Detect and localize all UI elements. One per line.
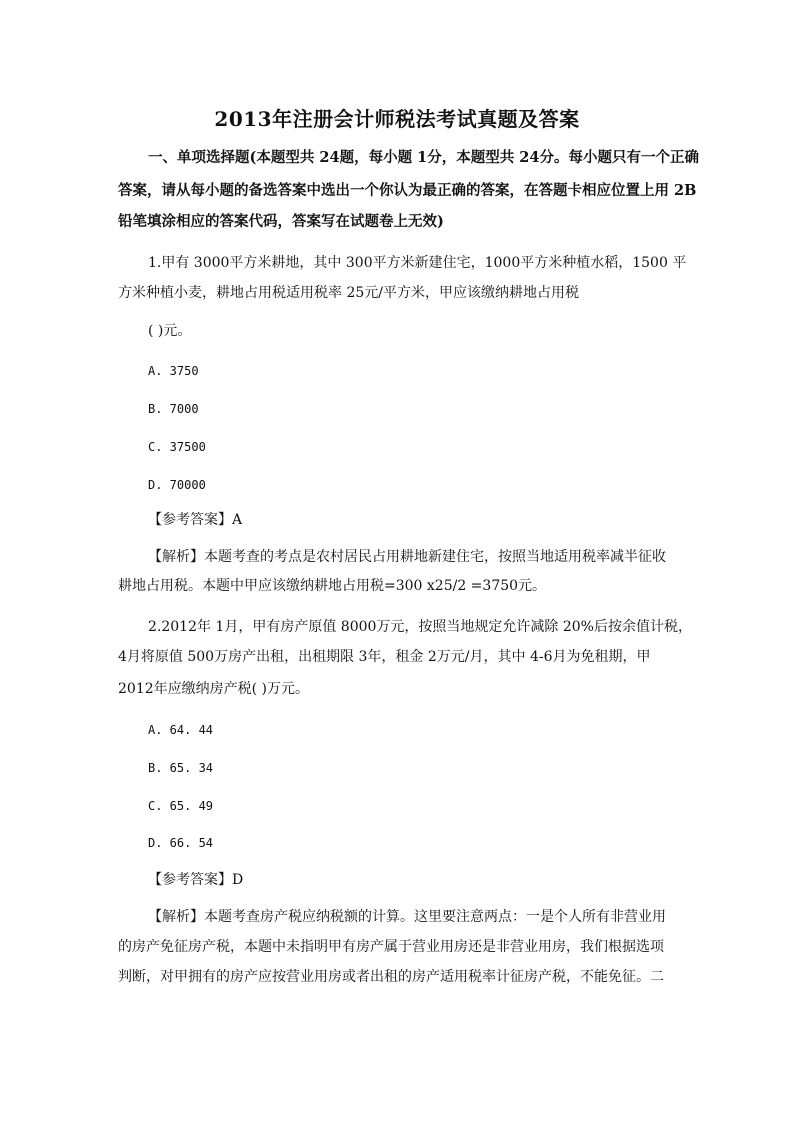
question-1-line-2: 方米种植小麦，耕地占用税适用税率 25元/平方米，甲应该缴纳耕地占用税 — [118, 285, 579, 301]
question-1-line-1: 1.甲有 3000平方米耕地，其中 300平方米新建住宅，1000平方米种植水稻，1500 平 — [148, 255, 687, 271]
question-1-option-b: B. 7000 — [148, 402, 199, 416]
question-2-analysis-line-1: 【解析】本题考查房产税应纳税额的计算。这里要注意两点：一是个人所有非营业用 — [148, 909, 666, 925]
question-2-analysis-line-2: 的房产免征房产税，本题中未指明甲有房产属于营业用房还是非营业用房，我们根据选项 — [118, 939, 664, 955]
question-2-option-c: C. 65. 49 — [148, 799, 214, 813]
question-1-option-c: C. 37500 — [148, 440, 206, 454]
question-1-option-a: A. 3750 — [148, 364, 199, 378]
question-1-analysis-line-1: 【解析】本题考查的考点是农村居民占用耕地新建住宅，按照当地适用税率减半征收 — [148, 549, 666, 565]
question-1-option-d: D. 70000 — [148, 478, 206, 492]
question-2-answer: 【参考答案】D — [148, 872, 244, 888]
section-heading-line-1: 一、单项选择题(本题型共 24题，每小题 1分，本题型共 24分。每小题只有一个正确 — [148, 149, 699, 166]
question-1-line-3: ( )元。 — [148, 323, 192, 339]
question-2-option-b: B. 65. 34 — [148, 761, 214, 775]
section-heading-line-2: 答案，请从每小题的备选答案中选出一个你认为最正确的答案，在答题卡相应位置上用 2B — [118, 182, 697, 199]
question-2-option-d: D. 66. 54 — [148, 836, 214, 850]
question-1-answer: 【参考答案】A — [148, 512, 243, 528]
question-2-line-3: 2012年应缴纳房产税( )万元。 — [118, 681, 310, 697]
question-2-option-a: A. 64. 44 — [148, 723, 214, 737]
question-1-analysis-line-2: 耕地占用税。本题中甲应该缴纳耕地占用税=300 x25/2 =3750元。 — [118, 578, 547, 594]
question-2-analysis-line-3: 判断，对甲拥有的房产应按营业用房或者出租的房产适用税率计征房产税，不能免征。二 — [118, 969, 664, 985]
question-2-line-1: 2.2012年 1月，甲有房产原值 8000万元，按照当地规定允许减除 20%后按余值计税， — [148, 619, 692, 635]
question-2-line-2: 4月将原值 500万房产出租，出租期限 3年，租金 2万元/月，其中 4-6月为免租期，甲 — [118, 649, 651, 665]
section-heading-line-3: 铅笔填涂相应的答案代码，答案写在试题卷上无效) — [118, 213, 444, 230]
document-title: 2013年注册会计师税法考试真题及答案 — [214, 107, 580, 131]
